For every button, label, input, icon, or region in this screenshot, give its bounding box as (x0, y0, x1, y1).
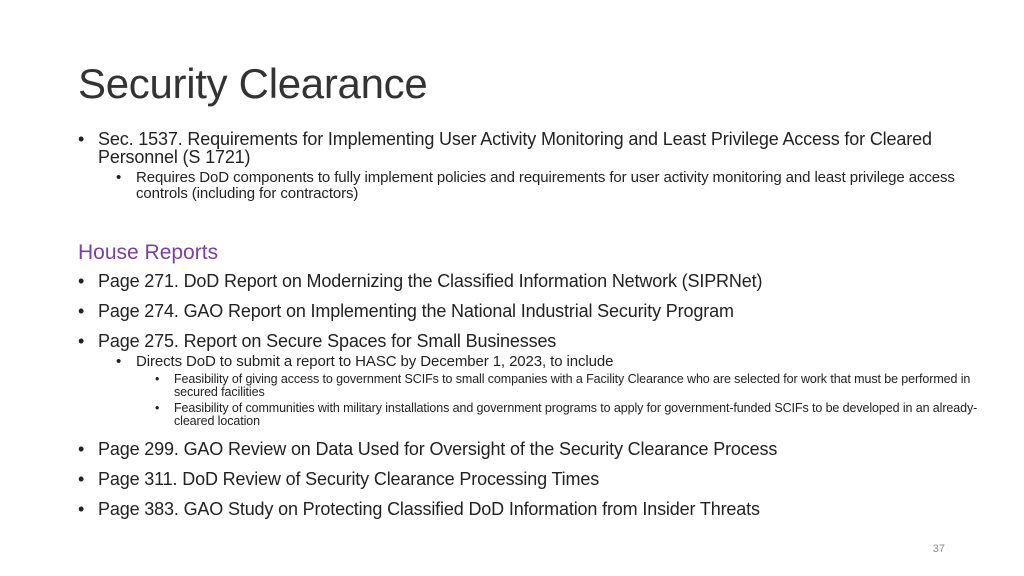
bullet-text: Sec. 1537. Requirements for Implementing User Activity Monitoring and Least Privilege Access for Cleared Personnel (S 1721) (98, 129, 932, 167)
sub-bullet-text: Directs DoD to submit a report to HASC by December 1, 2023, to include (136, 353, 614, 370)
section-senate (78, 130, 983, 202)
list-item-text: Page 274. GAO Report on Implementing the National Industrial Security Program (98, 301, 734, 321)
bullet-item (78, 130, 983, 166)
list-item (78, 302, 983, 321)
bullet-icon: • (155, 372, 160, 386)
list-item-text: Page 311. DoD Review of Security Clearance Processing Times (98, 469, 600, 489)
list-item-text: Page 383. GAO Study on Protecting Classified DoD Information from Insider Threats (98, 499, 760, 519)
sub-bullet-text: Requires DoD components to fully implement policies and requirements for user activity monitoring and least privilege access controls (including for contractors) (136, 169, 955, 202)
list-item (78, 332, 983, 351)
list-item (78, 272, 983, 291)
list-item (78, 470, 983, 489)
bullet-icon: • (78, 439, 85, 459)
bullet-icon: • (78, 331, 85, 351)
list-item-text: Page 275. Report on Secure Spaces for Small Businesses (98, 331, 557, 351)
sub-sub-bullet-text: Feasibility of communities with military installations and government programs to apply for government-funded SCIFs to be developed in an already-cleared location (174, 401, 978, 428)
bullet-icon: • (78, 301, 85, 321)
bullet-icon: • (78, 499, 85, 519)
bullet-icon: • (78, 271, 85, 291)
sub-bullet-item (78, 170, 983, 202)
bullet-icon: • (116, 169, 122, 186)
list-item (78, 500, 983, 519)
bullet-icon: • (155, 401, 160, 415)
sub-sub-bullet-text: Feasibility of giving access to government SCIFs to small companies with a Facility Clearance who are selected for work that must be performed in secured facilities (174, 372, 971, 399)
list-item-text: Page 271. DoD Report on Modernizing the Classified Information Network (SIPRNet) (98, 271, 763, 291)
sub-bullet-item (78, 354, 983, 370)
bullet-icon: • (78, 129, 85, 149)
house-reports-list (78, 272, 983, 519)
house-reports-heading: House Reports (78, 241, 219, 264)
bullet-icon: • (116, 353, 122, 370)
bullet-icon: • (78, 469, 85, 489)
slide-content (78, 130, 983, 530)
sub-sub-bullet-item (78, 373, 983, 399)
sub-sub-bullet-item (78, 402, 983, 428)
slide-title: Security Clearance (78, 60, 428, 107)
page-number: 37 (932, 543, 945, 555)
list-item (78, 440, 983, 459)
list-item-text: Page 299. GAO Review on Data Used for Oversight of the Security Clearance Process (98, 439, 778, 459)
